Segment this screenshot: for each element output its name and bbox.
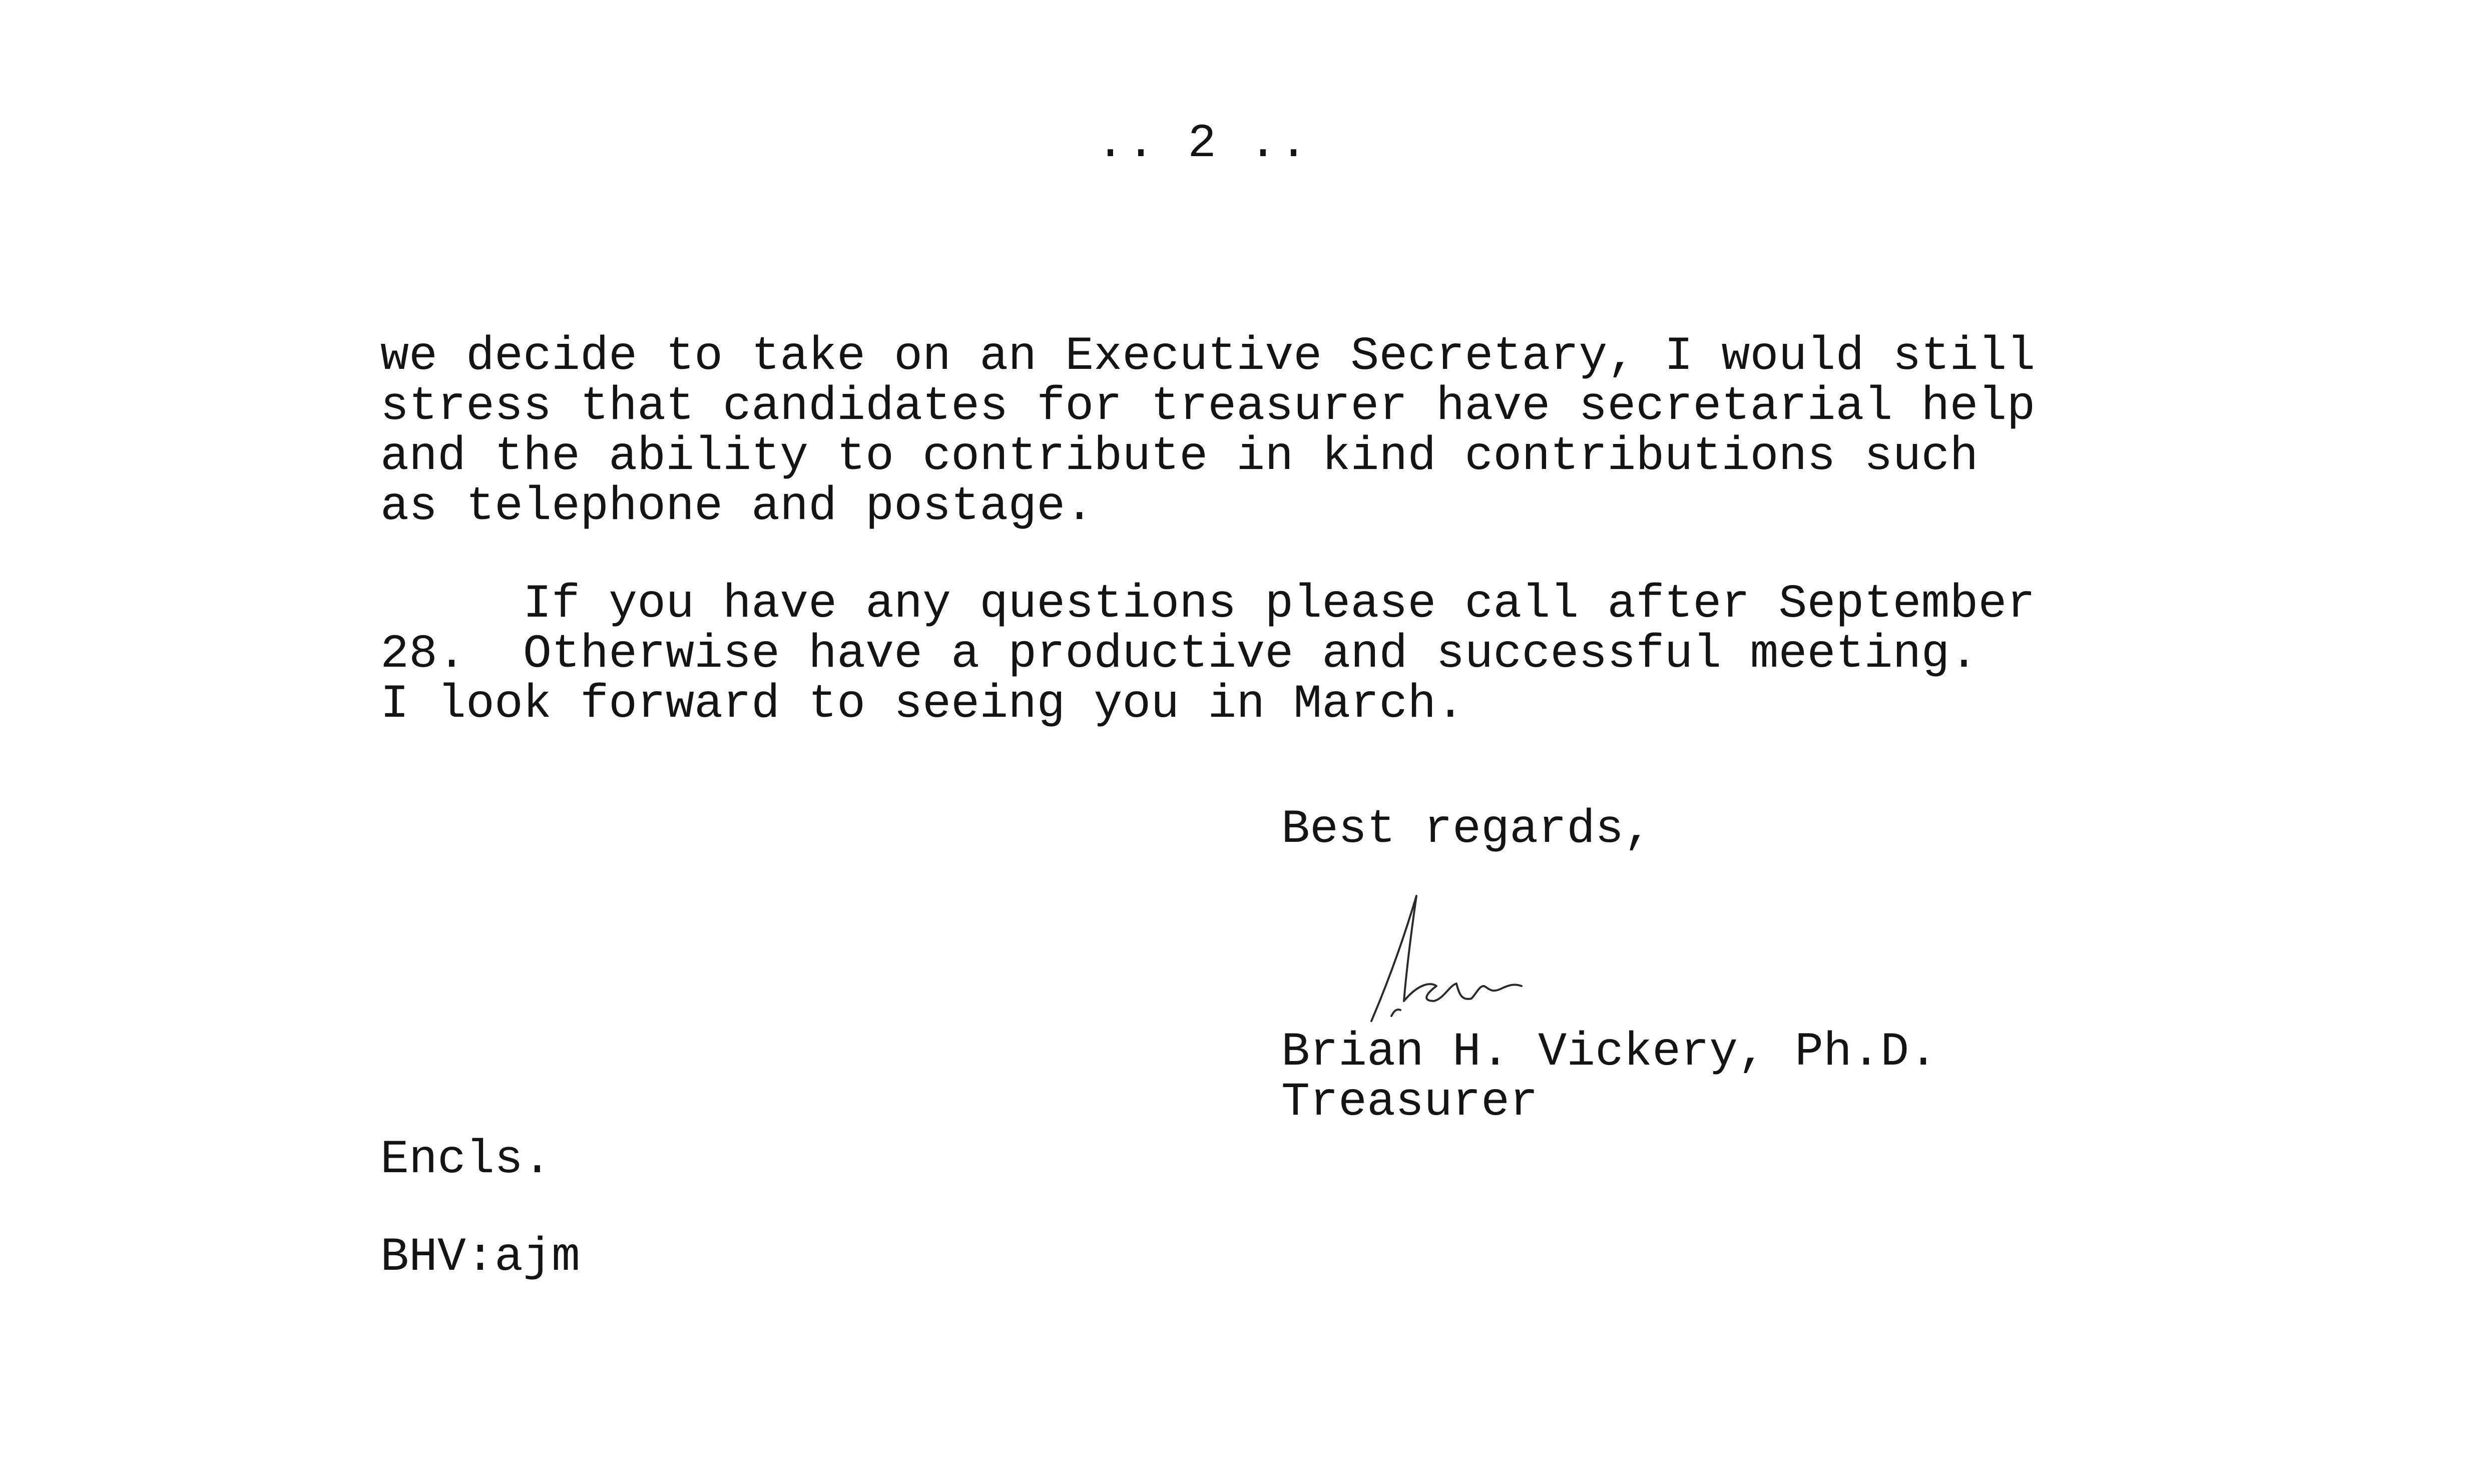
signer-title: Treasurer <box>1281 1075 1539 1129</box>
signature-image <box>1341 886 1552 1036</box>
paragraph-2-line-3: I look forward to seeing you in March. <box>380 677 1465 731</box>
paragraph-1-line-4: as telephone and postage. <box>380 479 1094 534</box>
enclosure-notation: Encls. <box>380 1133 552 1187</box>
paragraph-2-line-2: 28. Otherwise have a productive and successful meeting. <box>380 627 1978 681</box>
paragraph-1-line-2: stress that candidates for treasurer have secretarial help <box>380 379 2036 433</box>
reference-initials: BHV:ajm <box>380 1230 581 1284</box>
page-number: .. 2 .. <box>1096 117 1310 171</box>
paragraph-2-line-1: If you have any questions please call after September <box>380 577 2036 631</box>
closing-salutation: Best regards, <box>1281 802 1653 856</box>
paragraph-1-line-1: we decide to take on an Executive Secretary, I would still <box>380 329 2036 383</box>
signer-name: Brian H. Vickery, Ph.D. <box>1281 1025 1938 1079</box>
paragraph-1-line-3: and the ability to contribute in kind contributions such <box>380 429 1978 483</box>
